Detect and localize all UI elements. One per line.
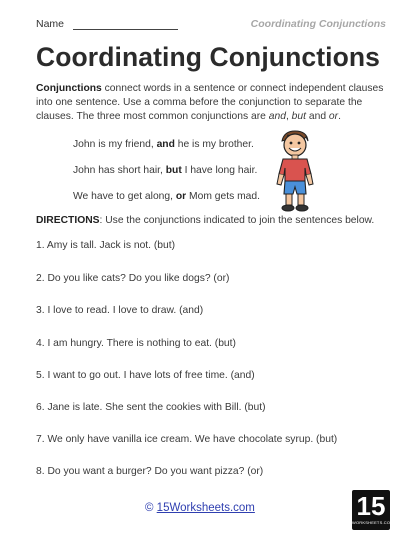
intro-conj-but: but [291,111,306,123]
directions-text: : Use the conjunctions indicated to join the sentences below. [99,215,375,226]
question-item: 2. Do you like cats? Do you like dogs? (or) [36,273,230,284]
question-item: 4. I am hungry. There is nothing to eat. (but) [36,338,236,349]
example-after: Mom gets mad. [186,191,260,202]
site-logo [352,490,394,530]
example-after: I have long hair. [181,165,258,176]
example-after: he is my brother. [174,139,254,150]
example-sentence [73,165,257,176]
intro-lead-term: Conjunctions [36,83,102,94]
question-item: 6. Jane is late. She sent the cookies with Bill. (but) [36,402,266,413]
intro-text-2: and [306,111,329,123]
directions-label: DIRECTIONS [36,215,100,226]
intro-conj-or: or [328,111,339,123]
directions-line [36,215,396,226]
name-blank-line [73,29,178,30]
name-label: Name [36,18,65,30]
intro-conj-and: and [268,111,286,123]
header-topic: Coordinating Conjunctions [250,18,386,30]
example-sentence [73,191,260,202]
example-before: John is my friend, [73,139,157,150]
example-sentence [73,139,254,150]
logo-number: 15 [356,491,386,521]
cartoon-boy-illustration [270,128,320,214]
intro-sep: , [285,111,292,123]
example-before: John has short hair, [73,165,166,176]
question-item: 3. I love to read. I love to draw. (and) [36,305,204,316]
name-row [36,18,386,32]
question-item: 1. Amy is tall. Jack is not. (but) [36,240,176,251]
footer-copyright: © [145,502,157,514]
page-title: Coordinating Conjunctions [35,42,380,72]
intro-end: . [338,111,341,123]
question-item: 7. We only have vanilla ice cream. We have chocolate syrup. (but) [36,434,338,445]
example-conjunction: and [156,139,175,150]
logo-subtitle: WORKSHEETS.COM [352,520,394,525]
intro-text-1: connect words in a sentence or connect independent clauses into one sentence. Use a comma before the conjunction to separate the clauses. The three most common conjunctions are [36,83,384,123]
example-conjunction: but [165,165,182,176]
question-item: 8. Do you want a burger? Do you want pizza? (or) [36,466,264,477]
intro-paragraph [36,82,386,125]
footer-site-name[interactable]: 15Worksheets.com [156,502,255,514]
footer-link[interactable] [145,502,255,514]
example-before: We have to get along, [73,191,176,202]
question-item: 5. I want to go out. I have lots of free time. (and) [36,370,255,381]
example-conjunction: or [175,191,187,202]
